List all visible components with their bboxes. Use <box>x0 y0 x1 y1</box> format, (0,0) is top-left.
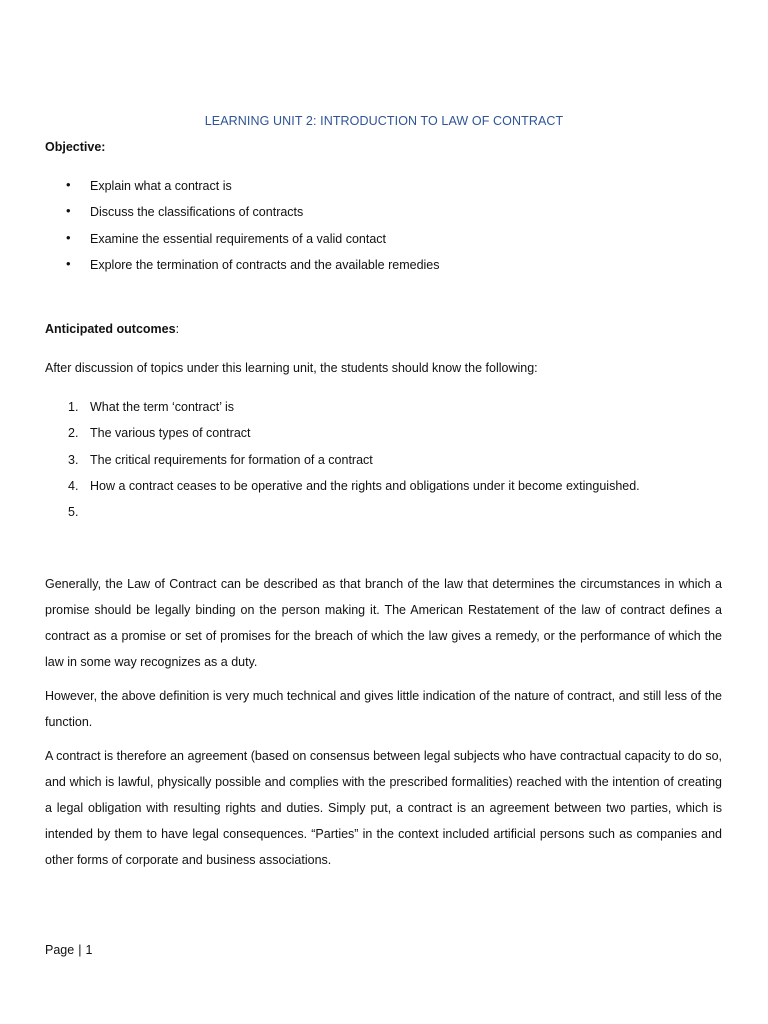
objective-text: Discuss the classifications of contracts <box>90 205 304 220</box>
page-number: 1 <box>85 943 93 957</box>
page-label: Page <box>45 943 75 957</box>
list-number: 2. <box>68 426 79 441</box>
outcome-text: How a contract ceases to be operative and the rights and obligations under it become extinguished. <box>90 478 640 493</box>
bullet-icon: • <box>66 255 71 271</box>
body-paragraph: Generally, the Law of Contract can be described as that branch of the law that determines the circumstances in which a promise should be legally binding on the person making it. The American Restatement of the law of contract defines a contract as a promise or set of promises for the breach of which the law gives a remedy, or the performance of which the law in some way recognizes as a duty. <box>45 577 722 669</box>
list-number: 4. <box>68 478 79 493</box>
outcome-text: What the term ‘contract’ is <box>90 400 235 414</box>
page-footer <box>45 943 92 957</box>
list-number: 5. <box>68 505 79 520</box>
bullet-icon: • <box>66 177 71 192</box>
body-paragraph: However, the above definition is very much technical and gives little indication of the nature of contract, and still less of the function. <box>45 689 722 729</box>
outcomes-heading-text: Anticipated outcomes <box>45 322 176 336</box>
body-paragraph: A contract is therefore an agreement (based on consensus between legal subjects who have contractual capacity to do so, and which is lawful, physically possible and complies with the prescribed formalities) reached with the intention of creating a legal obligation with resulting rights and duties. Simply put, a contract is an agreement between two parties, which is intended by them to have legal consequences. “Parties” in the context included artificial persons such as companies and other forms of corporate and business associations. <box>45 749 722 867</box>
objective-text: Explore the termination of contracts and the available remedies <box>90 257 440 272</box>
objective-text: Examine the essential requirements of a valid contact <box>90 231 386 246</box>
bullet-icon: • <box>66 203 71 219</box>
outcome-text: The various types of contract <box>90 426 251 441</box>
outcomes-heading-colon: : <box>175 322 180 336</box>
bullet-icon: • <box>66 229 71 245</box>
outcome-text: The critical requirements for formation of a contract <box>90 452 373 467</box>
objective-text: Explain what a contract is <box>90 179 232 193</box>
outcomes-intro: After discussion of topics under this learning unit, the students should know the following: <box>45 361 538 375</box>
list-number: 1. <box>68 400 79 414</box>
objective-heading: Objective: <box>45 140 106 154</box>
footer-separator: | <box>78 943 82 957</box>
list-number: 3. <box>68 452 79 467</box>
page-title: LEARNING UNIT 2: INTRODUCTION TO LAW OF CONTRACT <box>204 114 564 128</box>
outcomes-heading <box>45 322 179 336</box>
